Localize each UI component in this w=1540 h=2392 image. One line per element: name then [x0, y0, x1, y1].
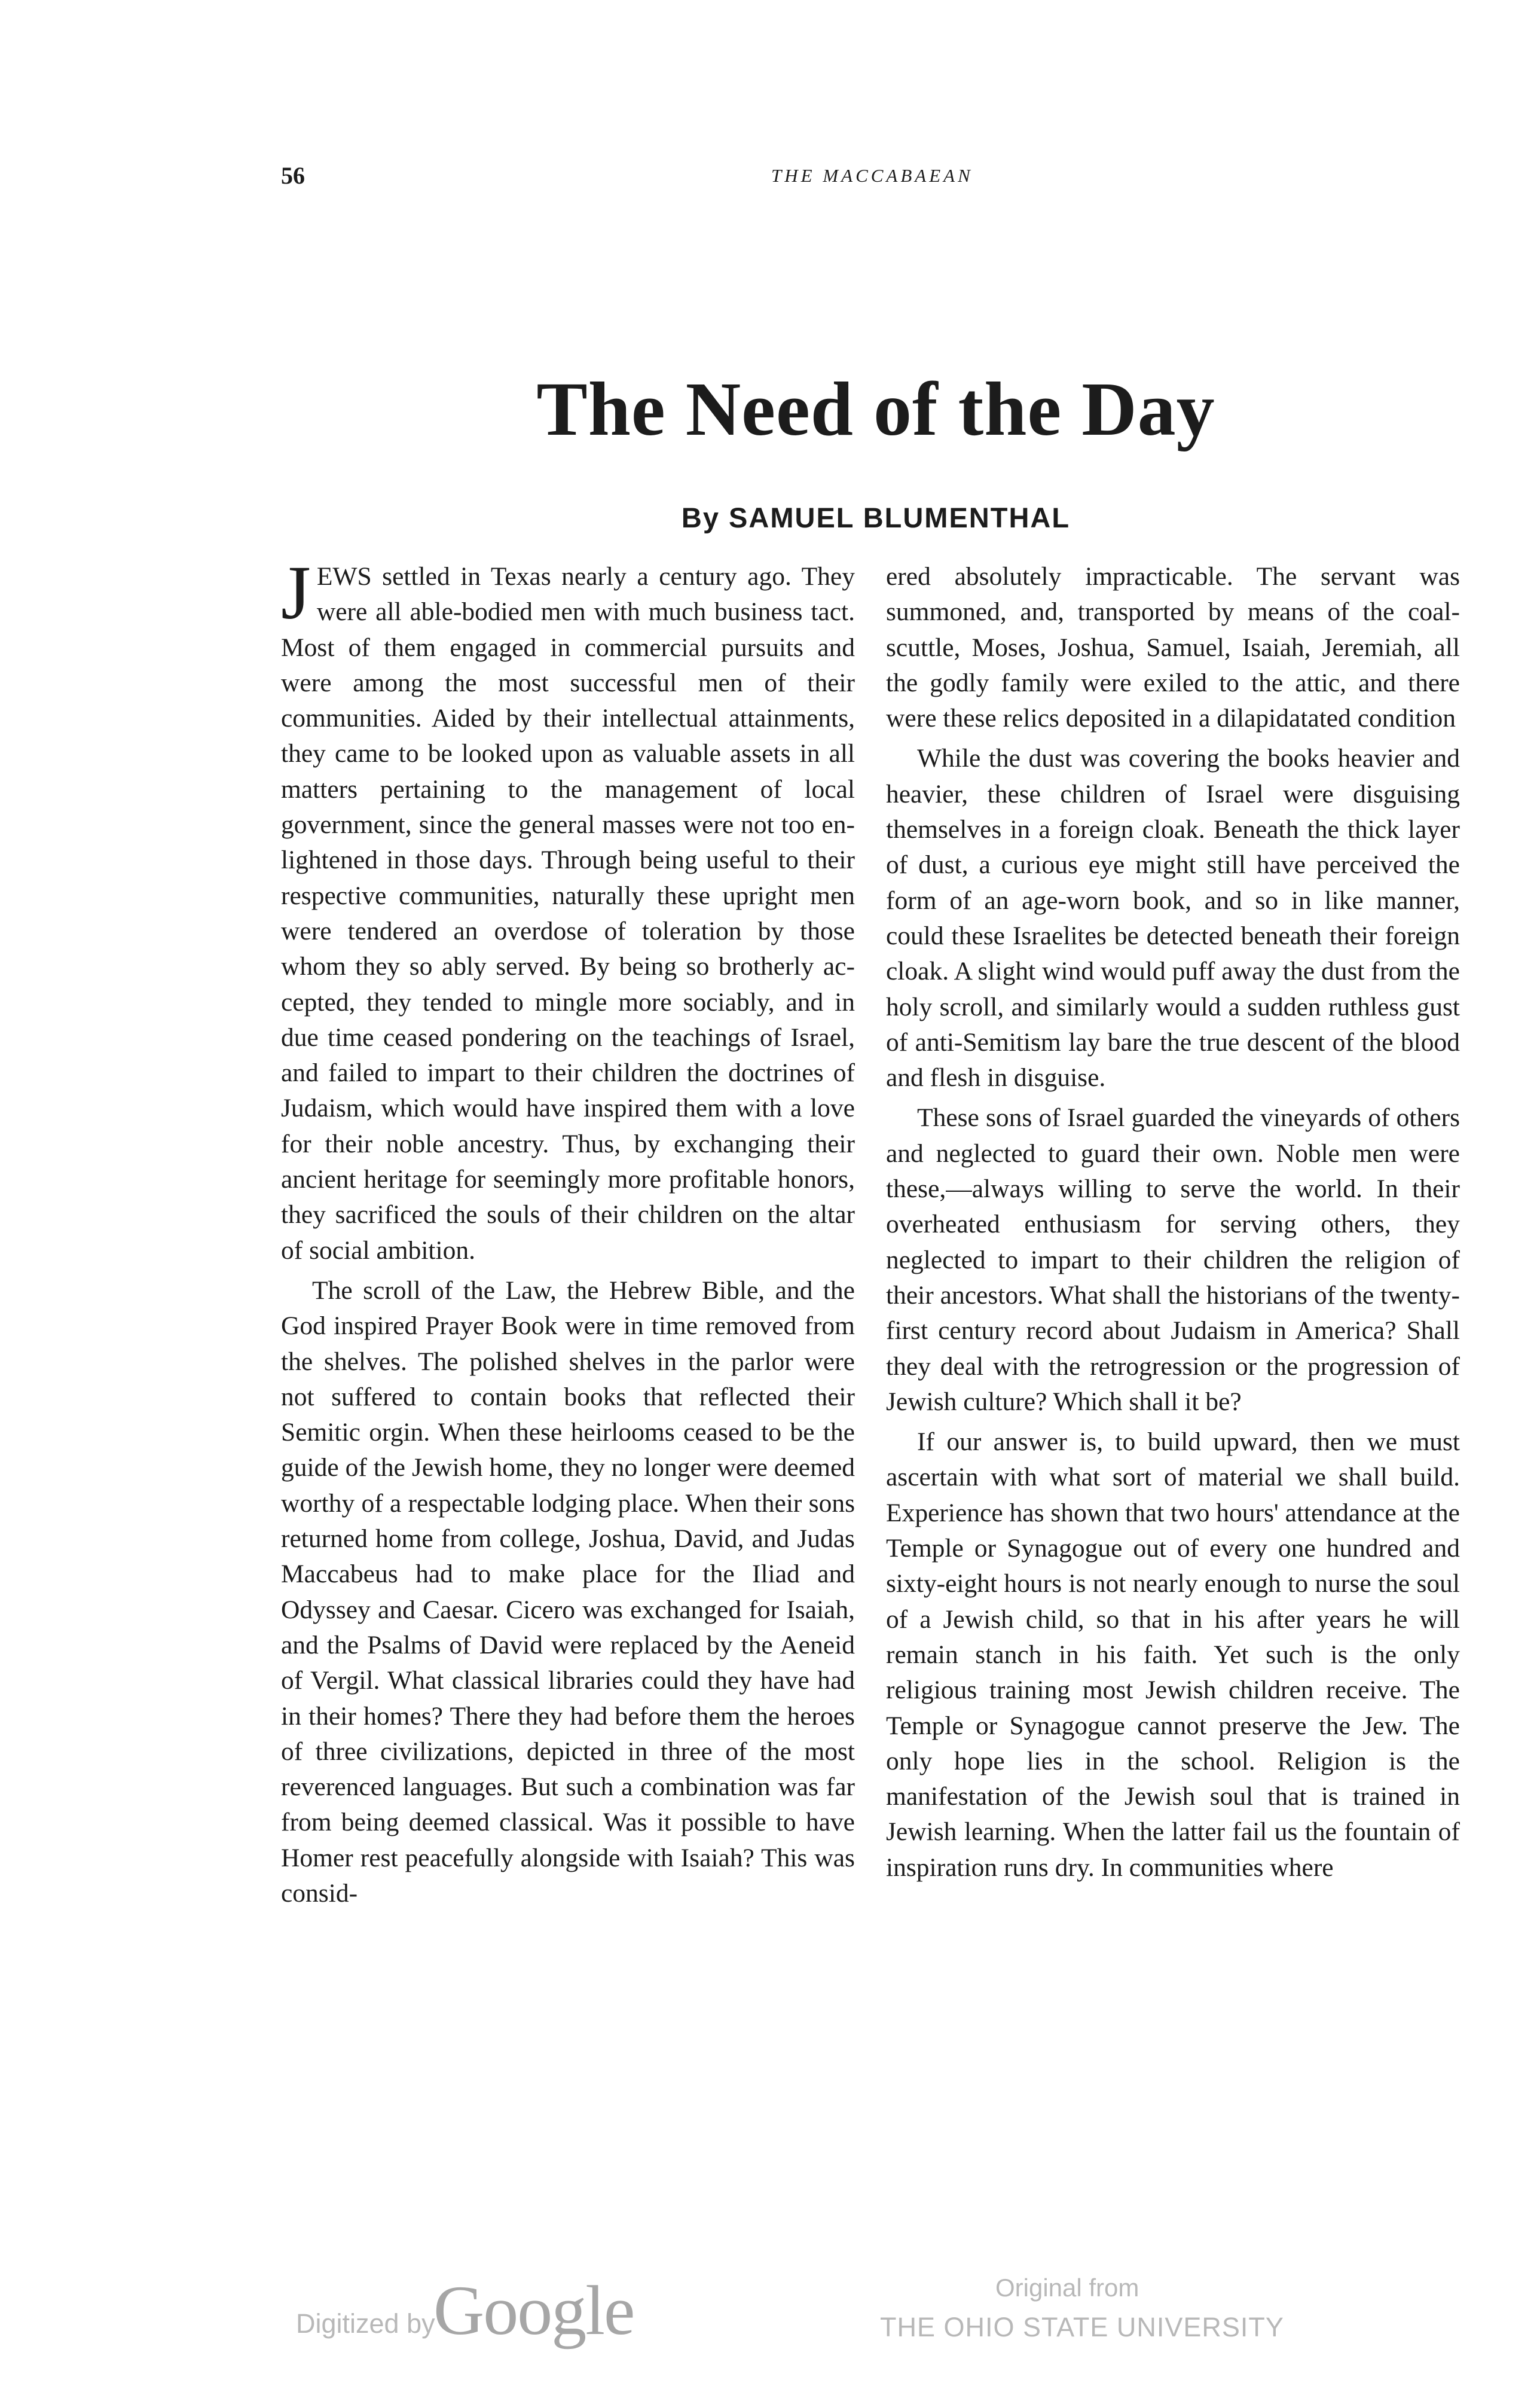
article-title: The Need of the Day: [536, 367, 1215, 451]
digitized-by-label: Digitized by: [296, 2308, 435, 2339]
institution-name: THE OHIO STATE UNIVERSITY: [880, 2312, 1284, 2342]
running-head: [281, 161, 1471, 197]
byline: By SAMUEL BLUMENTHAL: [681, 502, 1071, 533]
running-title: THE MACCABAEAN: [771, 165, 973, 186]
paragraph: ered absolutely impracticable. The servant was summoned, and, transported by means of the coal-scuttle, Moses, Joshua, Samuel, Isaiah, Jeremiah, all the godly family were exiled to the attic, and there were these relics deposited in a dilapidatated condition: [886, 562, 1460, 733]
page-number: 56: [281, 162, 305, 189]
left-column: [281, 550, 855, 1916]
paragraph: While the dust was covering the books heavier and heavier, these children of Israel were disguising themselves in a foreign cloak. Beneath the thick layer of dust, a curious eye might still have perceived the form of an age-worn book, and so in like manner, could these Israelites be detected beneath their foreign cloak. A slight wind would puff away the dust from the holy scroll, and similarly would a sudden ruthless gust of anti-Semitism lay bare the true descent of the blood and flesh in disguise.: [886, 744, 1460, 1093]
right-column: [886, 559, 1460, 1890]
digitization-footer: [0, 2266, 1540, 2374]
paragraph: The scroll of the Law, the Hebrew Bible, and the God inspired Prayer Book were in time removed from the shelves. The polished shelves in the parlor were not suffered to contain books that reflected their Semitic orgin. When these heirlooms ceased to be the guide of the Jewish home, they no longer were deemed worthy of a respectable lodging place. When their sons returned home from college, Joshua, David, and Judas Maccabeus had to make place for the Iliad and Odyssey and Caesar. Cicero was exchanged for Isaiah, and the Psalms of David were replaced by the Aeneid of Vergil. What classical libraries could they have had in their homes? There they had before them the heroes of three civilizations, depicted in three of the most reverenced languages. But such a combination was far from being deemed classical. Was it possible to have Homer rest peacefully alongside with Isaiah? This was consid-: [281, 1276, 855, 1908]
paragraph: JEWS settled in Texas nearly a century ago. They were all able-bodied men with much business tact. Most of them engaged in commercial pursuits and were among the most successful men of their communities. Aided by their intellectual attainments, they came to be looked upon as valuable assets in all matters pertaining to the management of local government, since the general masses were not too enlightened in those days. Through being useful to their respective communities, naturally these upright men were tendered an overdose of toleration by those whom they so ably served. By being so brotherly accepted, they tended to mingle more sociably, and in due time ceased pondering on the teachings of Israel, and failed to impart to their children the doctrines of Judaism, which would have inspired them with a love for their noble ancestry. Thus, by exchanging their ancient heritage for seemingly more profitable honors, they sacrificed the souls of their children on the altar of social ambition.: [281, 550, 855, 1265]
paragraph: These sons of Israel guarded the vineyards of others and neglected to guard their own. Noble men were these,—always willing to serve the world. In their overheated enthusiasm for serving others, they neglected to impart to their children the religion of their ancestors. What shall the historians of the twenty-first century record about Judaism in America? Shall they deal with the retrogression or the progression of Jewish culture? Which shall it be?: [886, 1103, 1460, 1416]
google-logo: Google: [433, 2271, 634, 2350]
paragraph: If our answer is, to build upward, then we must ascertain with what sort of material we shall build. Experience has shown that two hours' attendance at the Temple or Synagogue out of every one hundred and sixty-eight hours is not nearly enough to nurse the soul of a Jewish child, so that in his after years he will remain stanch in his faith. Yet such is the only religious training most Jewish children receive. The Temple or Synagogue cannot preserve the Jew. The only hope lies in the school. Religion is the manifestation of the Jewish soul that is trained in Jewish learning. When the latter fail us the fountain of inspiration runs dry. In communities where: [886, 1427, 1460, 1882]
original-from-label: Original from: [995, 2274, 1139, 2302]
